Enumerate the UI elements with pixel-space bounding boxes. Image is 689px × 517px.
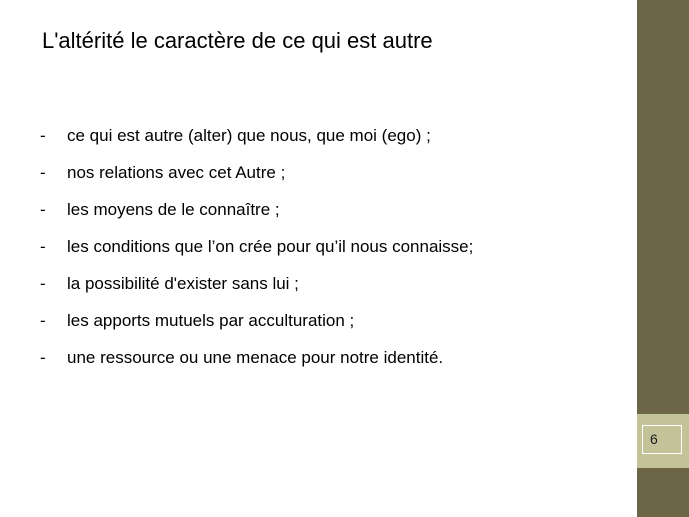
bullet-item — [40, 311, 473, 348]
bullet-item — [40, 237, 473, 274]
bullet-text: les apports mutuels par acculturation ; — [67, 311, 355, 330]
bullet-list — [40, 126, 473, 385]
bullet-marker: - — [40, 348, 46, 367]
bullet-item — [40, 163, 473, 200]
bullet-text: les moyens de le connaître ; — [67, 200, 280, 219]
bullet-item — [40, 274, 473, 311]
bullet-item — [40, 200, 473, 237]
bullet-marker: - — [40, 274, 46, 293]
bullet-marker: - — [40, 237, 46, 256]
bullet-text: nos relations avec cet Autre ; — [67, 163, 286, 182]
slide-title: L'altérité le caractère de ce qui est autre — [42, 28, 433, 53]
bullet-item — [40, 348, 473, 385]
bullet-text: la possibilité d'exister sans lui ; — [67, 274, 299, 293]
bullet-text: ce qui est autre (alter) que nous, que moi (ego) ; — [67, 126, 431, 145]
bullet-text: une ressource ou une menace pour notre identité. — [67, 348, 444, 367]
page-number: 6 — [642, 425, 682, 454]
bullet-marker: - — [40, 200, 46, 219]
bullet-marker: - — [40, 126, 46, 145]
bullet-marker: - — [40, 311, 46, 330]
bullet-text: les conditions que l’on crée pour qu’il nous connaisse; — [67, 237, 474, 256]
bullet-item — [40, 126, 473, 163]
bullet-marker: - — [40, 163, 46, 182]
